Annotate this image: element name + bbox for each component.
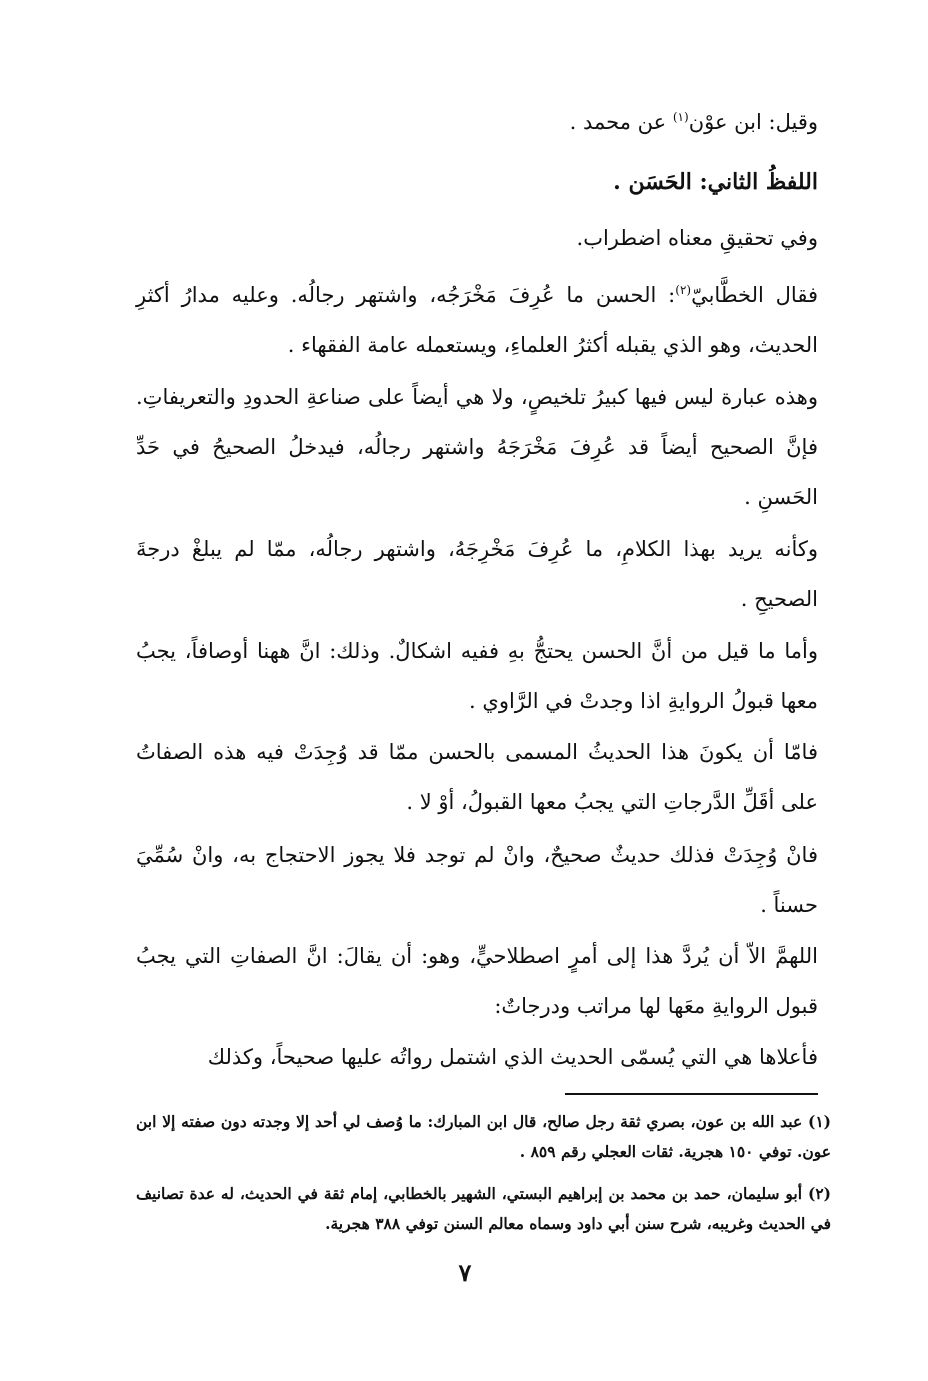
page-number: ٧ [458, 1258, 472, 1287]
paragraph-2: وفي تحقيقِ معناه اضطراب. [576, 226, 818, 250]
paragraph-3-rest: : الحسن ما عُرِفَ مَخْرَجُه، واشتهر رجالُه. وعليه مدارُ أكثرِ الحديث، وهو الذي يقبله أكثرُ العلماءِ، ويستعمله عامة الفقهاء . [136, 283, 818, 357]
paragraph-7: فامّا أن يكونَ هذا الحديثُ المسمى بالحسن ممّا قد وُجِدَتْ فيه هذه الصفاتُ على أقَلِّ الدَّرجاتِ التي يجبُ معها القبولُ، أوْ لا . [136, 740, 818, 814]
footnote-1: (١) عبد الله بن عون، بصري ثقة رجل صالح، قال ابن المبارك: ما وُصف لي أحد إلا وجدته دون صفته إلا ابن عون. توفي ١٥٠ هجرية. ثقات العجلي رقم ٨٥٩ . [136, 1112, 831, 1161]
paragraph-3 [136, 270, 818, 370]
paragraph-1 [136, 97, 818, 147]
paragraph-9: اللهمَّ الاّ أن يُردَّ هذا إلى أمرٍ اصطلاحيٍّ، وهو: أن يقالَ: انَّ الصفاتِ التي يجبُ قبول الروايةِ معَها لها مراتب ودرجاتٌ: [136, 944, 818, 1018]
section-heading: اللفظُ الثاني: الحَسَن . [613, 169, 818, 195]
paragraph-4: وهذه عبارة ليس فيها كبيرُ تلخيصٍ، ولا هي أيضاً على صناعةِ الحدودِ والتعريفاتِ. فإنَّ الصحيح أيضاً قد عُرِفَ مَخْرَجَهُ واشتهر رجالُه، فيدخلُ الصحيحُ في حَدِّ الحَسنِ . [136, 385, 818, 509]
paragraph-5: وكأنه يريد بهذا الكلامِ، ما عُرِفَ مَخْرِجَهُ، واشتهر رجالُه، ممّا لم يبلغْ درجةَ الصحيحِ . [136, 537, 818, 611]
footnote-2: (٢) أبو سليمان، حمد بن محمد بن إبراهيم البستي، الشهير بالخطابي، إمام ثقة في الحديث، له عدة تصانيف في الحديث وغريبه، شرح سنن أبي داود وسماه معالم السنن توفي ٣٨٨ هجرية. [136, 1184, 831, 1233]
footnote-separator [565, 1093, 818, 1095]
paragraph-8: فانْ وُجِدَتْ فذلك حديثٌ صحيحٌ، وانْ لم توجد فلا يجوز الاحتجاج به، وانْ سُمِّيَ حسناً . [136, 843, 818, 917]
paragraph-1-text: وقيل: ابن عوْن [688, 110, 818, 134]
paragraph-10: فأعلاها هي التي يُسمّى الحديث الذي اشتمل رواتُه عليها صحيحاً، وكذلك [207, 1045, 818, 1069]
paragraph-1-tail: عن محمد . [569, 110, 673, 134]
paragraph-3-start: فقال الخطَّابيّ [691, 283, 818, 307]
footnote-ref-1[interactable]: (١) [672, 110, 689, 124]
paragraph-6: وأما ما قيل من أنَّ الحسن يحتجُّ بهِ ففيه اشكالٌ. وذلك: انَّ ههنا أوصافاً، يجبُ معها قبولُ الروايةِ اذا وجدتْ في الرَّاوي . [136, 639, 818, 713]
footnote-ref-2[interactable]: (٢) [675, 283, 692, 297]
